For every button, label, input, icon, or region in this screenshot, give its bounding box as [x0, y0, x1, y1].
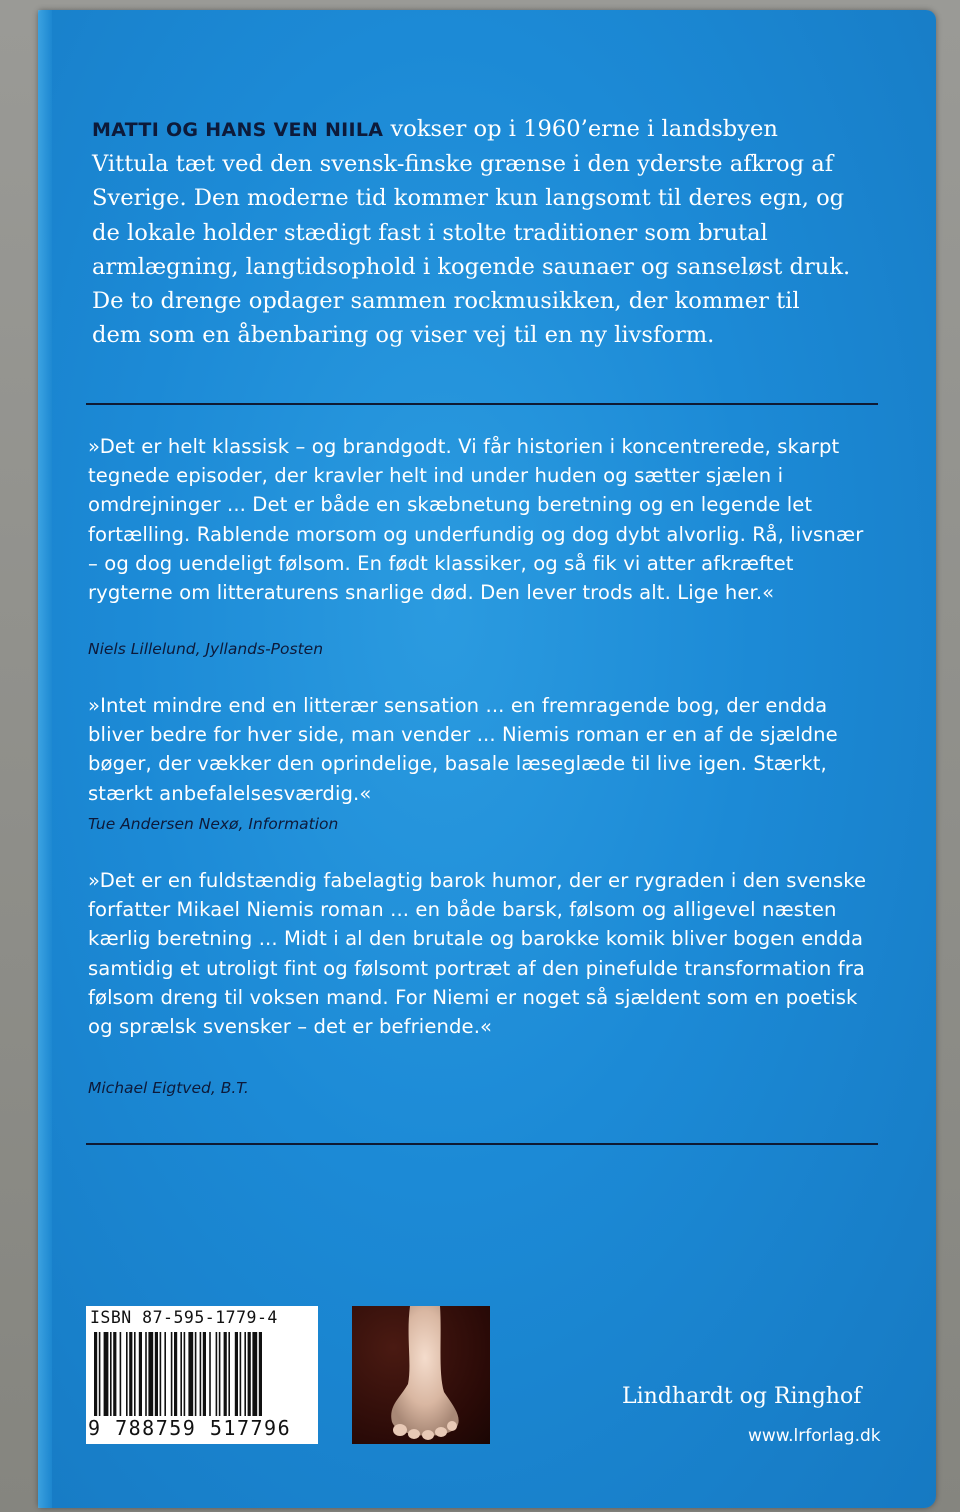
- review-source-1: Niels Lillelund, Jyllands-Posten: [88, 640, 324, 658]
- isbn-number: ISBN 87-595-1779-4: [90, 1308, 278, 1327]
- barcode-icon: [94, 1332, 310, 1416]
- barcode-label: [86, 1306, 318, 1444]
- synopsis-paragraph: [92, 112, 852, 352]
- review-quote-2: »Intet mindre end en litterær sensation ... en fremragende bog, der endda bliver bedre for hver side, man vender ... Niemis roman er en af de sjældne bøger, der vækker den oprindelige, basale læseglæde til live igen. Stærkt, stærkt anbefalelsesværdig.«: [88, 694, 838, 805]
- review-quote-1: »Det er helt klassisk – og brandgodt. Vi får historien i koncentrerede, skarpt tegnede episoder, der kravler helt ind under huden og sætter sjælen i omdrejninger ... Det er både en skæbnetung beretning og en legende let fortælling. Rablende morsom og underfundig og dog dybt alvorlig. Rå, livsnær – og dog uendeligt følsom. En født klassiker, og så fik vi atter afkræftet rygterne om litteraturens snarlige død. Den lever trods alt. Lige her.«: [88, 435, 864, 605]
- cover-thumbnail-image: [352, 1306, 490, 1444]
- synopsis-lead: MATTI OG HANS VEN NIILA: [92, 119, 384, 141]
- spine-edge: [38, 10, 52, 1508]
- review-quote-3: »Det er en fuldstændig fabelagtig barok humor, der er rygraden i den svenske forfatter Mikael Niemis roman ... en både barsk, følsom og alligevel næsten kærlig beretning ... Midt i al den brutale og barokke komik bliver bogen endda samtidig et utroligt fint og følsomt portræt af den pinefulde transformation fra følsom dreng til voksen mand. For Niemi er noget så sjældent som en poetisk og sprælsk svensker – det er befriende.«: [88, 869, 867, 1039]
- ean-number: 9 788759 517796: [88, 1416, 292, 1440]
- review-source-3: Michael Eigtved, B.T.: [88, 1079, 249, 1097]
- divider-top: [86, 403, 878, 405]
- synopsis-text: vokser op i 1960’erne i landsbyen Vittula tæt ved den svensk-finske grænse i den yderste afkrog af Sverige. Den moderne tid kommer kun langsomt til deres egn, og de lokale holder stædigt fast i stolte traditioner som brutal armlægning, langtidsophold i kogende saunaer og sanseløst druk. De to drenge opdager sammen rockmusikken, der kommer til dem som en åbenbaring og viser vej til en ny livsform.: [92, 116, 851, 349]
- review-source-2: Tue Andersen Nexø, Information: [88, 815, 339, 833]
- publisher-website: www.lrforlag.dk: [748, 1426, 881, 1446]
- publisher-name: Lindhardt og Ringhof: [622, 1384, 862, 1409]
- divider-bottom: [86, 1143, 878, 1145]
